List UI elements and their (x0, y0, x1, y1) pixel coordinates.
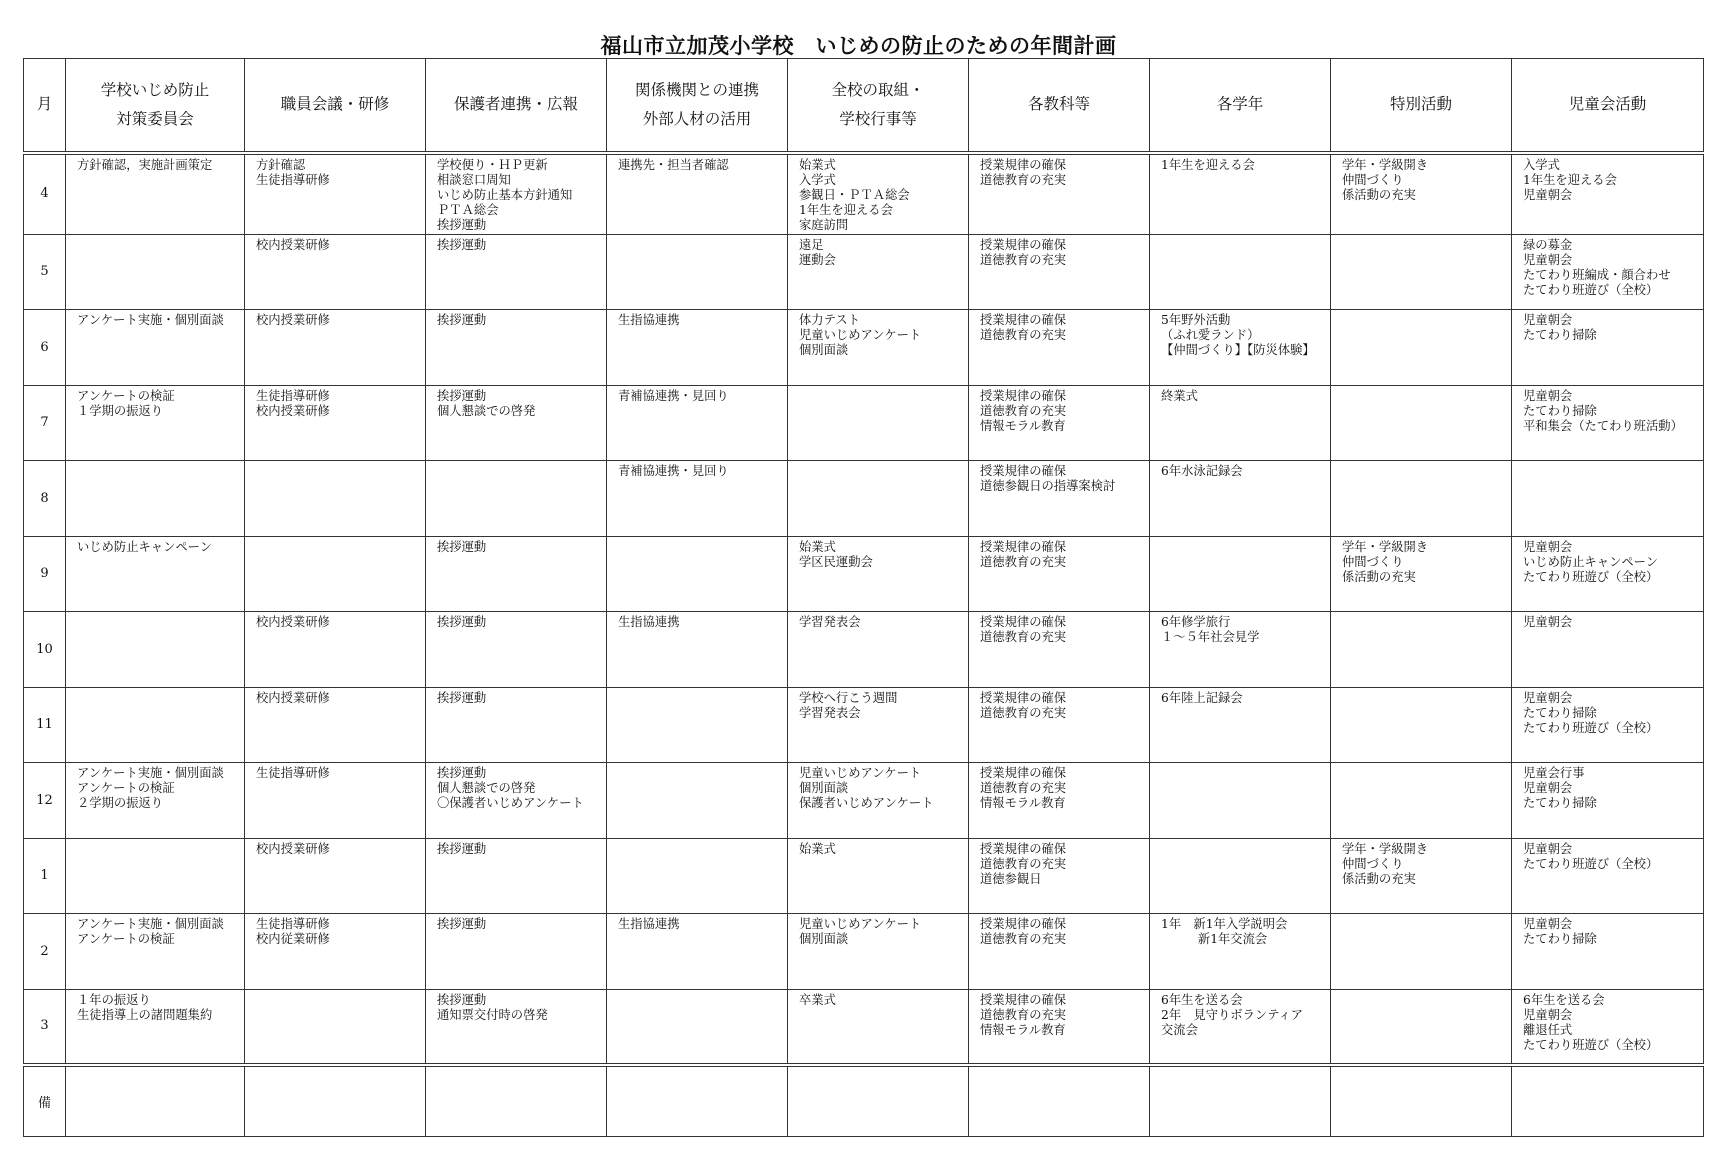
plan-cell (1150, 838, 1331, 914)
plan-cell: 1年 新1年入学説明会 新1年交流会 (1150, 914, 1331, 990)
month-row (24, 914, 1704, 990)
annual-plan-table (23, 58, 1704, 1137)
plan-cell (1512, 461, 1704, 537)
plan-cell: 卒業式 (788, 989, 969, 1065)
plan-cell: 挨拶運動 (426, 536, 607, 612)
plan-cell: 児童会行事 児童朝会 たてわり掃除 (1512, 763, 1704, 839)
month-row (24, 234, 1704, 310)
plan-cell (1331, 385, 1512, 461)
plan-cell: 挨拶運動 (426, 612, 607, 688)
plan-cell: 生徒指導研修 校内授業研修 (245, 385, 426, 461)
plan-cell: 授業規律の確保 道徳教育の充実 情報モラル教育 (969, 763, 1150, 839)
plan-cell (607, 763, 788, 839)
plan-cell: 校内授業研修 (245, 310, 426, 386)
plan-cell (245, 461, 426, 537)
plan-cell: アンケート実施・個別面談 アンケートの検証 (66, 914, 245, 990)
plan-cell: 校内授業研修 (245, 234, 426, 310)
column-header-line: 対策委員会 (116, 109, 194, 128)
plan-cell: 5年野外活動 （ふれ愛ランド） 【仲間づくり】【防災体験】 (1150, 310, 1331, 386)
column-header (1512, 59, 1704, 153)
month-cell: 8 (24, 461, 66, 537)
column-header-line: 児童会活動 (1568, 95, 1647, 114)
remarks-cell (1331, 1065, 1512, 1137)
column-header-line: 職員会議・研修 (280, 95, 390, 114)
plan-cell: 学習発表会 (788, 612, 969, 688)
plan-cell: 授業規律の確保 道徳教育の充実 (969, 914, 1150, 990)
plan-cell: 始業式 (788, 838, 969, 914)
plan-cell (1331, 310, 1512, 386)
month-row (24, 838, 1704, 914)
plan-cell (607, 687, 788, 763)
month-cell: 1 (24, 838, 66, 914)
plan-cell: 挨拶運動 個人懇談での啓発 〇保護者いじめアンケート (426, 763, 607, 839)
remarks-cell (66, 1065, 245, 1137)
plan-cell (607, 838, 788, 914)
column-header-line: 関係機関との連携 (634, 81, 759, 100)
plan-cell: 児童いじめアンケート 個別面談 (788, 914, 969, 990)
plan-cell (1331, 763, 1512, 839)
column-header-line: 学校いじめ防止 (100, 81, 210, 100)
remarks-cell (969, 1065, 1150, 1137)
plan-cell: 連携先・担当者確認 (607, 153, 788, 235)
plan-cell: 方針確認，実施計画策定 (66, 153, 245, 235)
plan-cell: 授業規律の確保 道徳教育の充実 (969, 234, 1150, 310)
plan-cell: 授業規律の確保 道徳教育の充実 道徳参観日 (969, 838, 1150, 914)
plan-cell (66, 234, 245, 310)
plan-cell: 始業式 入学式 参観日・ＰＴＡ総会 1年生を迎える会 家庭訪問 (788, 153, 969, 235)
column-header (969, 59, 1150, 153)
month-cell: 6 (24, 310, 66, 386)
plan-cell: 校内授業研修 (245, 687, 426, 763)
month-row (24, 989, 1704, 1065)
plan-cell (245, 989, 426, 1065)
plan-cell: 児童朝会 たてわり掃除 たてわり班遊び（全校） (1512, 687, 1704, 763)
plan-cell (1331, 687, 1512, 763)
plan-cell: 1年生を迎える会 (1150, 153, 1331, 235)
plan-cell: 緑の募金 児童朝会 たてわり班編成・顔合わせ たてわり班遊び（全校） (1512, 234, 1704, 310)
month-row (24, 385, 1704, 461)
month-row (24, 153, 1704, 235)
plan-cell: 青補協連携・見回り (607, 385, 788, 461)
plan-cell: 授業規律の確保 道徳参観日の指導案検討 (969, 461, 1150, 537)
plan-cell: 6年生を送る会 2年 見守りボランティア 交流会 (1150, 989, 1331, 1065)
plan-cell: 遠足 運動会 (788, 234, 969, 310)
plan-cell: １年の振返り 生徒指導上の諸問題集約 (66, 989, 245, 1065)
plan-cell: 生徒指導研修 (245, 763, 426, 839)
plan-cell (1150, 234, 1331, 310)
remarks-row (24, 1065, 1704, 1137)
column-header (66, 59, 245, 153)
plan-cell (1331, 461, 1512, 537)
plan-cell: 児童いじめアンケート 個別面談 保護者いじめアンケート (788, 763, 969, 839)
plan-cell: 生指協連携 (607, 310, 788, 386)
plan-cell: 6年陸上記録会 (1150, 687, 1331, 763)
plan-cell (1331, 612, 1512, 688)
column-header-line: 特別活動 (1389, 95, 1452, 114)
plan-cell: 挨拶運動 (426, 310, 607, 386)
column-header (607, 59, 788, 153)
month-row (24, 310, 1704, 386)
plan-cell: 学年・学級開き 仲間づくり 係活動の充実 (1331, 838, 1512, 914)
plan-cell: 生指協連携 (607, 612, 788, 688)
month-row (24, 461, 1704, 537)
month-cell: 7 (24, 385, 66, 461)
month-cell: 10 (24, 612, 66, 688)
header-row (24, 59, 1704, 153)
column-header (1150, 59, 1331, 153)
page-title: 福山市立加茂小学校 いじめの防止のための年間計画 (600, 34, 1117, 58)
plan-cell: 児童朝会 たてわり掃除 (1512, 310, 1704, 386)
column-header-line: 月 (36, 95, 53, 114)
column-header-line: 学校行事等 (839, 109, 917, 128)
plan-cell: 挨拶運動 (426, 838, 607, 914)
plan-cell: 授業規律の確保 道徳教育の充実 (969, 153, 1150, 235)
remarks-cell (788, 1065, 969, 1137)
column-header (245, 59, 426, 153)
plan-cell: 授業規律の確保 道徳教育の充実 情報モラル教育 (969, 385, 1150, 461)
plan-cell: 授業規律の確保 道徳教育の充実 (969, 536, 1150, 612)
plan-cell: アンケートの検証 １学期の振返り (66, 385, 245, 461)
plan-cell: 6年修学旅行 １～５年社会見学 (1150, 612, 1331, 688)
plan-cell: 方針確認 生徒指導研修 (245, 153, 426, 235)
plan-cell: 学校へ行こう週間 学習発表会 (788, 687, 969, 763)
remarks-label: 備 (24, 1065, 66, 1137)
plan-cell: 青補協連携・見回り (607, 461, 788, 537)
plan-cell (426, 461, 607, 537)
plan-cell: 挨拶運動 (426, 914, 607, 990)
plan-cell: 児童朝会 (1512, 612, 1704, 688)
column-header-line: 各教科等 (1027, 95, 1090, 114)
remarks-cell (1512, 1065, 1704, 1137)
plan-cell: 校内授業研修 (245, 612, 426, 688)
plan-cell (1150, 536, 1331, 612)
plan-cell (788, 385, 969, 461)
plan-cell (607, 234, 788, 310)
plan-cell: 学年・学級開き 仲間づくり 係活動の充実 (1331, 536, 1512, 612)
plan-cell: 始業式 学区民運動会 (788, 536, 969, 612)
remarks-cell (1150, 1065, 1331, 1137)
plan-cell: 6年生を送る会 児童朝会 離退任式 たてわり班遊び（全校） (1512, 989, 1704, 1065)
month-cell: 12 (24, 763, 66, 839)
month-cell: 2 (24, 914, 66, 990)
column-header-line: 全校の取組・ (831, 81, 925, 100)
column-header-line: 外部人材の活用 (642, 109, 752, 128)
remarks-cell (607, 1065, 788, 1137)
plan-cell (66, 461, 245, 537)
plan-cell (245, 536, 426, 612)
month-row (24, 612, 1704, 688)
plan-cell: 挨拶運動 個人懇談での啓発 (426, 385, 607, 461)
plan-cell: 生指協連携 (607, 914, 788, 990)
plan-cell: いじめ防止キャンペーン (66, 536, 245, 612)
month-cell: 11 (24, 687, 66, 763)
column-header-line: 保護者連携・広報 (453, 95, 578, 114)
month-cell: 3 (24, 989, 66, 1065)
plan-cell (66, 687, 245, 763)
plan-cell: 授業規律の確保 道徳教育の充実 (969, 310, 1150, 386)
plan-cell: 6年水泳記録会 (1150, 461, 1331, 537)
column-header (788, 59, 969, 153)
plan-cell: 児童朝会 いじめ防止キャンペーン たてわり班遊び（全校） (1512, 536, 1704, 612)
plan-cell: アンケート実施・個別面談 アンケートの検証 ２学期の振返り (66, 763, 245, 839)
month-row (24, 687, 1704, 763)
plan-cell (1331, 914, 1512, 990)
plan-cell (66, 838, 245, 914)
plan-cell: 学校便り・ＨＰ更新 相談窓口周知 いじめ防止基本方針通知 ＰＴＡ総会 挨拶運動 (426, 153, 607, 235)
plan-cell (1150, 763, 1331, 839)
plan-cell (607, 536, 788, 612)
plan-cell: 授業規律の確保 道徳教育の充実 (969, 687, 1150, 763)
plan-cell: 挨拶運動 (426, 687, 607, 763)
plan-cell (66, 612, 245, 688)
plan-cell (1331, 989, 1512, 1065)
table-body (24, 153, 1704, 1065)
month-cell: 9 (24, 536, 66, 612)
plan-cell: 児童朝会 たてわり掃除 (1512, 914, 1704, 990)
plan-cell: 終業式 (1150, 385, 1331, 461)
column-header (1331, 59, 1512, 153)
plan-cell: 挨拶運動 通知票交付時の啓発 (426, 989, 607, 1065)
month-cell: 4 (24, 153, 66, 235)
plan-cell: アンケート実施・個別面談 (66, 310, 245, 386)
column-header-line: 各学年 (1216, 95, 1264, 114)
remarks-cell (426, 1065, 607, 1137)
remarks-cell (245, 1065, 426, 1137)
month-cell: 5 (24, 234, 66, 310)
plan-cell: 授業規律の確保 道徳教育の充実 情報モラル教育 (969, 989, 1150, 1065)
plan-cell (788, 461, 969, 537)
plan-cell (1331, 234, 1512, 310)
plan-cell: 校内授業研修 (245, 838, 426, 914)
column-header (24, 59, 66, 153)
month-row (24, 763, 1704, 839)
plan-cell: 入学式 1年生を迎える会 児童朝会 (1512, 153, 1704, 235)
plan-cell: 授業規律の確保 道徳教育の充実 (969, 612, 1150, 688)
plan-cell: 児童朝会 たてわり班遊び（全校） (1512, 838, 1704, 914)
month-row (24, 536, 1704, 612)
plan-cell: 学年・学級開き 仲間づくり 係活動の充実 (1331, 153, 1512, 235)
column-header (426, 59, 607, 153)
plan-cell: 児童朝会 たてわり掃除 平和集会（たてわり班活動） (1512, 385, 1704, 461)
plan-cell: 生徒指導研修 校内従業研修 (245, 914, 426, 990)
plan-cell (607, 989, 788, 1065)
plan-cell: 挨拶運動 (426, 234, 607, 310)
plan-cell: 体力テスト 児童いじめアンケート 個別面談 (788, 310, 969, 386)
